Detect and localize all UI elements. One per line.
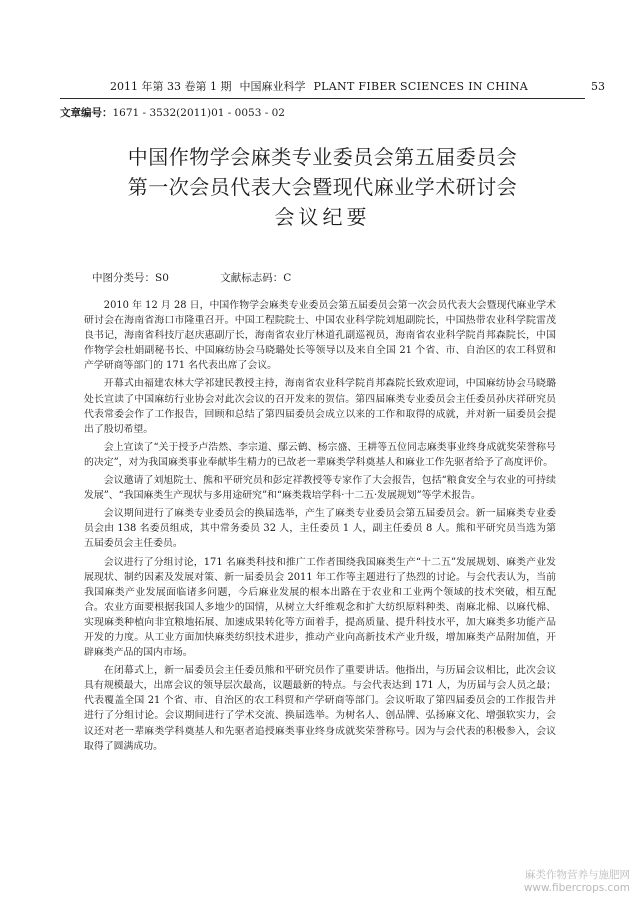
body-paragraph: 会议进行了分组讨论，171 名麻类科技和推广工作者围绕我国麻类生产“十二五”发展规划、麻类产业发展现状、制约因素及发展对策、新一届委员会 2011 年工作等主题进行了热烈的讨论。与会代表认为，当前我国麻类产业发展面临诸多问题，今后麻业发展的根本出路在于农业和工业两个领域的技术突破，相互配合。农业方面要根据我国人多地少的国情，从树立大纤维观念和扩大纺织原料种类、南麻北棉、以麻代棉、实现麻类种植向非宜粮地拓展、加速成果转化等方面着手，提高质量、提升科技水平，加大麻类多功能产品开发的力度。从工业方面加快麻类纺织技术进步，推动产业向高新技术产业升级，增加麻类产品附加值，开辟麻类产品的国内市场。	[84, 556, 556, 659]
article-id	[60, 105, 285, 120]
clc-value: S0	[155, 272, 169, 284]
clc-label: 中图分类号：	[92, 272, 155, 284]
site-watermark	[524, 869, 630, 895]
article-body	[84, 298, 556, 757]
page-number: 53	[591, 80, 605, 93]
watermark-line: 麻类作物营养与施肥网	[525, 869, 630, 881]
journal-issue: 2011 年第 33 卷第 1 期	[110, 80, 232, 93]
title-line: 会议纪要	[274, 205, 371, 229]
header-left	[110, 80, 528, 94]
doc-code-value: C	[283, 272, 292, 284]
body-paragraph: 会议期间进行了麻类专业委员会的换届选举，产生了麻类专业委员会第五届委员会。新一届麻类专业委员会由 138 名委员组成，其中常务委员 32 人，主任委员 1 人，副主任委员 8 人。熊和平研究员当选为第五届委员会主任委员。	[84, 508, 556, 550]
body-paragraph: 2010 年 12 月 28 日，中国作物学会麻类专业委员会第五届委员会第一次会员代表大会暨现代麻业学术研讨会在海南省海口市隆重召开。中国工程院院士、中国农业科学院刘旭副院长，中国热带农业科学院雷茂良书记，海南省科技厅赵庆惠副厅长，海南省农业厅林道孔副巡视员，海南省农业科学院肖邦森院长，中国作物学会杜娟副秘书长、中国麻纺协会马晓璐处长等领导以及来自全国 21 个省、市、自治区的农工科贸和产学研商等部门的 171 名代表出席了会议。	[84, 300, 556, 372]
watermark-line: www.fibercrops.com	[523, 882, 630, 894]
article-title	[60, 142, 585, 232]
doc-code-label: 文献标志码：	[220, 272, 284, 284]
article-id-value: 1671 - 3532(2011)01 - 0053 - 02	[112, 107, 285, 119]
body-paragraph: 会上宣读了“关于授予卢浩然、李宗道、鄢云鹤、杨宗盛、王耕等五位同志麻类事业终身成就奖荣誉称号的决定”，对为我国麻类事业奉献毕生精力的已故老一辈麻类学科奠基人和麻业工作先驱者给予了高度评价。	[84, 441, 556, 468]
body-paragraph: 在闭幕式上，新一届委员会主任委员熊和平研究员作了重要讲话。他指出，与历届会议相比，此次会议具有规模最大，出席会议的领导层次最高，议题最新的特点。与会代表达到 171 人，为历届与会人员之最；代表覆盖全国 21 个省、市、自治区的农工科贸和产学研商等部门。会议听取了第四届委员会的工作报告并进行了分组讨论。会议期间进行了学术交流、换届选举。为树名人、创品牌、弘扬麻文化、增强软实力，会议还对老一辈麻类学科奠基人和先驱者追授麻类事业终身成就奖荣誉称号。因为与会代表的积极参入，会议取得了圆满成功。	[84, 665, 556, 752]
article-id-label: 文章编号：	[60, 107, 113, 119]
classification	[92, 270, 291, 285]
body-paragraph: 会议邀请了刘旭院士、熊和平研究员和彭定祥教授等专家作了大会报告，包括“粮食安全与农业的可持续发展”、“我国麻类生产现状与多用途研究”和“麻类栽培学科·十二五·发展规划”等学术报告。	[84, 475, 556, 502]
header-rule	[60, 98, 585, 99]
body-paragraph: 开幕式由福建农林大学祁建民教授主持，海南省农业科学院肖邦森院长致欢迎词，中国麻纺协会马晓璐处长宣读了中国麻纺行业协会对此次会议的召开发来的贺信。第四届麻类专业委员会主任委员孙庆祥研究员代表常委会作了工作报告，回顾和总结了第四届委员会成立以来的工作和取得的成就，并对新一届委员会提出了殷切希望。	[84, 378, 556, 435]
journal-name-en: PLANT FIBER SCIENCES IN CHINA	[313, 80, 528, 93]
title-line: 第一次会员代表大会暨现代麻业学术研讨会	[127, 175, 518, 199]
title-line: 中国作物学会麻类专业委员会第五届委员会	[127, 145, 518, 169]
journal-name-cn: 中国麻业科学	[239, 80, 306, 93]
